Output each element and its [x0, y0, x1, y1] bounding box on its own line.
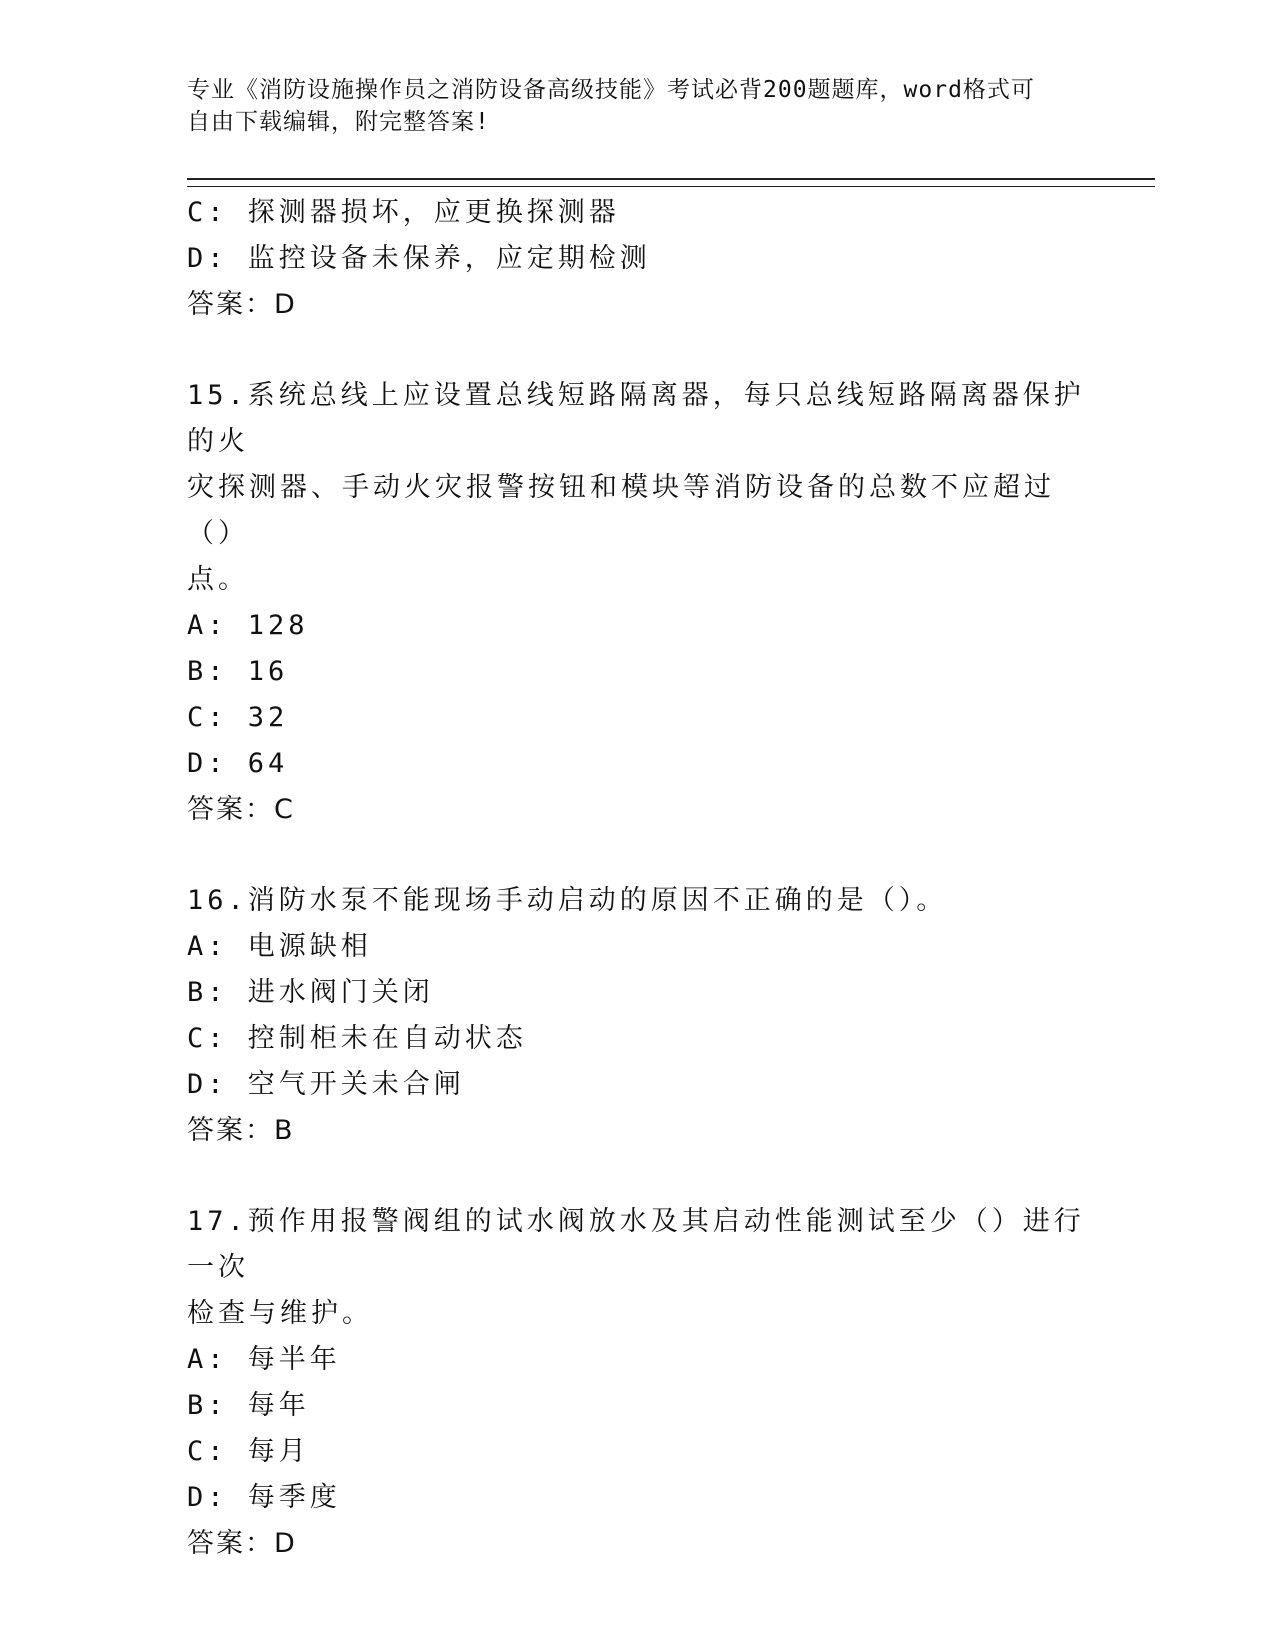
previous-question-tail [187, 190, 1087, 328]
option-c: C: 每月 [187, 1436, 310, 1467]
option-a: A: 电源缺相 [187, 931, 372, 962]
question-16 [187, 878, 1087, 1154]
option-a: A: 每半年 [187, 1344, 341, 1375]
header-divider [187, 178, 1155, 187]
question-stem-line: 灾探测器、手动火灾报警按钮和模块等消防设备的总数不应超过（） [187, 472, 1055, 549]
option-d: D: 空气开关未合闸 [187, 1069, 465, 1100]
option-d: D: 64 [187, 748, 289, 779]
answer-line: 答案：B [187, 1115, 295, 1146]
option-d: D: 监控设备未保养，应定期检测 [187, 243, 651, 274]
option-d: D: 每季度 [187, 1482, 341, 1513]
question-stem-line: 15.系统总线上应设置总线短路隔离器，每只总线短路隔离器保护的火 [187, 380, 1085, 457]
question-stem-line: 17.预作用报警阀组的试水阀放水及其启动性能测试至少（）进行一次 [187, 1206, 1085, 1283]
header-line-2: 自由下载编辑，附完整答案! [187, 109, 490, 135]
page-header [187, 74, 1067, 138]
question-stem-line: 点。 [187, 564, 249, 595]
option-c: C: 32 [187, 702, 289, 733]
question-stem-line: 检查与维护。 [187, 1298, 373, 1329]
header-line-1: 专业《消防设施操作员之消防设备高级技能》考试必背200题题库，word格式可 [187, 77, 1035, 103]
option-c: C: 探测器损坏，应更换探测器 [187, 197, 620, 228]
option-b: B: 进水阀门关闭 [187, 977, 434, 1008]
question-15 [187, 373, 1087, 833]
option-c: C: 控制柜未在自动状态 [187, 1023, 527, 1054]
option-a: A: 128 [187, 610, 309, 641]
answer-line: 答案：C [187, 794, 295, 825]
question-17 [187, 1199, 1087, 1567]
option-b: B: 每年 [187, 1390, 310, 1421]
document-body [187, 190, 1087, 1567]
question-stem-line: 16.消防水泵不能现场手动启动的原因不正确的是（）。 [187, 885, 948, 916]
answer-line: 答案：D [187, 289, 297, 320]
answer-line: 答案：D [187, 1528, 297, 1559]
option-b: B: 16 [187, 656, 289, 687]
